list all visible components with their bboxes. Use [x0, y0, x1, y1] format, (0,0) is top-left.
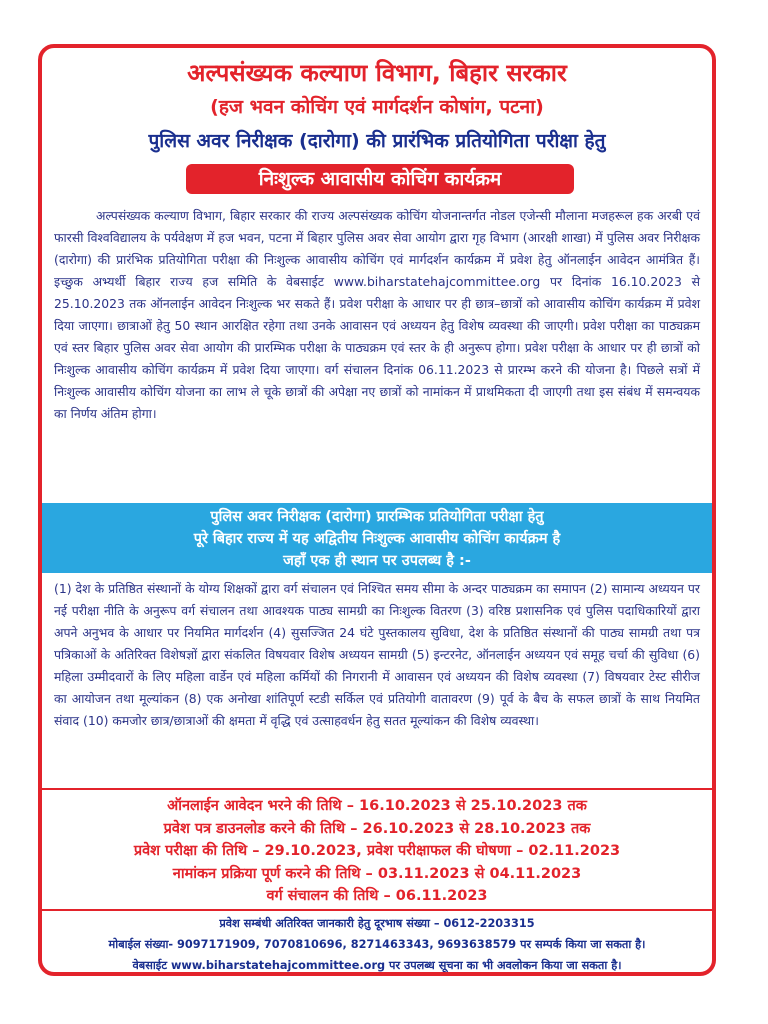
- highlight-line-1: पुलिस अवर निरीक्षक (दारोगा) प्रारम्भिक प्रतियोगिता परीक्षा हेतु: [210, 509, 544, 525]
- date-line: वर्ग संचालन की तिथि – 06.11.2023: [266, 888, 488, 904]
- intro-paragraph: [54, 205, 700, 425]
- important-dates: [42, 795, 712, 908]
- highlight-line-3: जहाँ एक ही स्थान पर उपलब्ध है :-: [283, 553, 471, 569]
- website-line[interactable]: वेबसाईट www.biharstatehajcommittee.org पर उपलब्ध सूचना का भी अवलोकन किया जा सकता है।: [132, 959, 622, 972]
- date-line: प्रवेश परीक्षा की तिथि – 29.10.2023, प्रवेश परीक्षाफल की घोषणा – 02.11.2023: [133, 843, 621, 859]
- features-list: (1) देश के प्रतिष्ठित संस्थानों के योग्य शिक्षकों द्वारा वर्ग संचालन एवं निश्चित समय सीमा के अन्दर पाठ्यक्रम का समापन (2) सामान्य अध्ययन पर नई परीक्षा नीति के अनुरूप वर्ग संचालन तथा आवश्यक पाठ्य सामग्री का निःशुल्क वितरण (3) वरिष्ठ प्रशासनिक एवं पुलिस पदाधिकारियों द्वारा अपने अनुभव के आधार पर नियमित मार्गदर्शन (4) सुसज्जित 24 घंटे पुस्तकालय सुविधा, देश के प्रतिष्ठित संस्थानों की पाठ्य सामग्री तथा पत्र पत्रिकाओं के अतिरिक्त विशेषज्ञों द्वारा संकलित विषयवार विशेष अध्ययन सामग्री (5) इन्टरनेट, ऑनलाईन अध्ययन एवं समूह चर्चा की सुविधा (6) महिला उम्मीदवारों के लिए महिला वार्डेन एवं महिला कर्मियों की निगरानी में आवासन एवं अध्ययन की विशेष व्यवस्था (7) विषयवार टेस्ट सीरीज का आयोजन तथा मूल्यांकन (8) एक अनोखा शांतिपूर्ण स्टडी सर्किल एवं प्रतियोगी वातावरण (9) पूर्व के बैच के सफल छात्रों के साथ नियमित संवाद (10) कमजोर छात्र/छात्राओं की क्षमता में वृद्धि एवं उत्साहवर्धन हेतु सतत मूल्यांकन की विशेष व्यवस्था।: [54, 581, 700, 728]
- highlight-line-2: पूरे बिहार राज्य में यह अद्वितीय निःशुल्क आवासीय कोचिंग कार्यक्रम है: [193, 531, 561, 547]
- divider-top: [42, 788, 712, 790]
- phone-line: प्रवेश सम्बंधी अतिरिक्त जानकारी हेतु दूरभाष संख्या – 0612-2203315: [219, 917, 535, 930]
- divider-bottom: [42, 909, 712, 911]
- notice-frame: [38, 44, 716, 976]
- mobile-line: मोबाईल संख्या- 9097171909, 7070810696, 8271463343, 9693638579 पर सम्पर्क किया जा सकता है।: [108, 938, 646, 951]
- department-title: अल्पसंख्यक कल्याण विभाग, बिहार सरकार: [187, 59, 567, 87]
- department-subtitle: (हज भवन कोचिंग एवं मार्गदर्शन कोषांग, पटना): [210, 96, 544, 118]
- date-line: नामांकन प्रक्रिया पूर्ण करने की तिथि – 03.11.2023 से 04.11.2023: [172, 865, 582, 882]
- intro-text: अल्पसंख्यक कल्याण विभाग, बिहार सरकार की राज्य अल्पसंख्यक कोचिंग योजनान्तर्गत नोडल एजेन्सी मौलाना मजहरूल हक अरबी एवं फारसी विश्वविद्यालय के पर्यवेक्षण में हज भवन, पटना में बिहार पुलिस अवर सेवा आयोग द्वारा गृह विभाग (आरक्षी शाखा) में पुलिस अवर निरीक्षक (दारोगा) की प्रारंभिक प्रतियोगिता परीक्षा की निःशुल्क आवासीय कोचिंग एवं मार्गदर्शन कार्यक्रम में प्रवेश हेतु ऑनलाईन आवेदन आमंत्रित हैं। इच्छुक अभ्यर्थी बिहार राज्य हज समिति के वेबसाईट www.biharstatehajcommittee.org पर दिनांक 16.10.2023 से 25.10.2023 तक ऑनलाईन आवेदन निःशुल्क भर सकते हैं। प्रवेश परीक्षा के आधार पर ही छात्र–छात्रों को आवासीय कोचिंग कार्यक्रम में प्रवेश दिया जाएगा। छात्राओं हेतु 50 स्थान आरक्षित रहेगा तथा उनके आवासन एवं अध्ययन हेतु विशेष व्यवस्था की जाएगी। प्रवेश परीक्षा का पाठ्यक्रम एवं स्तर बिहार पुलिस अवर सेवा आयोग की प्रारम्भिक परीक्षा के पाठ्यक्रम एवं स्तर के ही अनुरूप होगा। प्रवेश परीक्षा के आधार पर ही छात्रों को निःशुल्क आवासीय कोचिंग कार्यक्रम में प्रवेश दिया जाएगा। वर्ग संचालन दिनांक 06.11.2023 से प्रारम्भ करने की योजना है। पिछले सत्रों में निःशुल्क आवासीय कोचिंग योजना का लाभ ले चूके छात्रों की अपेक्षा नए छात्रों को नामांकन में प्राथमिकता दी जाएगी तथा इस संबंध में समन्वयक का निर्णय अंतिम होगा।: [54, 208, 700, 421]
- highlight-band: [42, 503, 712, 573]
- date-line: प्रवेश पत्र डाउनलोड करने की तिथि – 26.10.2023 से 28.10.2023 तक: [163, 820, 591, 837]
- contact-info: [42, 913, 712, 976]
- date-line: ऑनलाईन आवेदन भरने की तिथि – 16.10.2023 से 25.10.2023 तक: [167, 798, 587, 814]
- program-banner: निःशुल्क आवासीय कोचिंग कार्यक्रम: [186, 164, 574, 194]
- exam-heading: पुलिस अवर निरीक्षक (दारोगा) की प्रारंभिक प्रतियोगिता परीक्षा हेतु: [148, 130, 606, 152]
